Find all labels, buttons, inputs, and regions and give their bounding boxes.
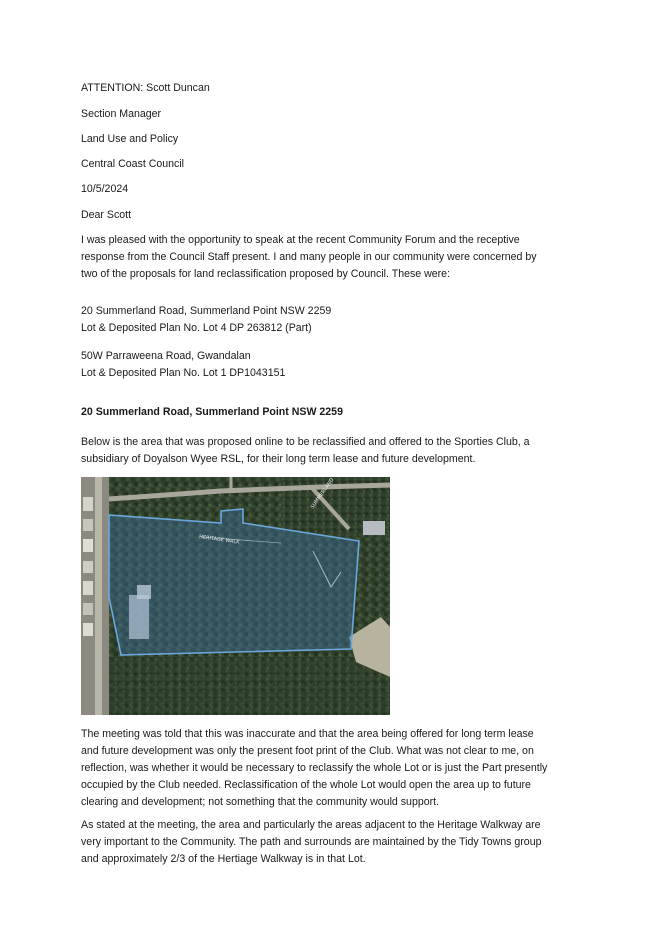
map-intro-paragraph <box>81 434 601 468</box>
map-intro-line: Below is the area that was proposed online to be reclassified and offered to the Sporties Club, a <box>81 436 530 448</box>
meeting-line: occupied by the Club needed. Reclassification of the whole Lot would open the area up to future <box>81 779 531 791</box>
map-road-label: SUMMERLAND <box>309 477 336 511</box>
walkway-paragraph <box>81 817 601 868</box>
intro-line: two of the proposals for land reclassification proposed by Council. These were: <box>81 268 451 280</box>
letter-date: 10/5/2024 <box>81 183 129 195</box>
meeting-line: clearing and development; not something that the community would support. <box>81 796 440 808</box>
meeting-paragraph <box>81 726 601 811</box>
walkway-line: and approximately 2/3 of the Hertiage Walkway is in that Lot. <box>81 853 366 865</box>
aerial-map-image <box>81 477 390 715</box>
map-road-label: HERITAGE WALK <box>198 534 240 546</box>
site-1-lot: Lot & Deposited Plan No. Lot 4 DP 263812 (Part) <box>81 322 312 334</box>
meeting-line: reflection, was whether it would be necessary to reclassify the whole Lot or is just the Part presently <box>81 762 548 774</box>
site-1-address: 20 Summerland Road, Summerland Point NSW 2259 <box>81 305 332 317</box>
walkway-line: very important to the Community. The path and surrounds are maintained by the Tidy Towns group <box>81 836 542 848</box>
site-2-block <box>81 348 601 382</box>
section-heading: 20 Summerland Road, Summerland Point NSW 2259 <box>81 406 343 418</box>
attention-line: ATTENTION: Scott Duncan <box>81 82 210 94</box>
walkway-line: As stated at the meeting, the area and particularly the areas adjacent to the Heritage Walkway are <box>81 819 541 831</box>
site-2-address: 50W Parraweena Road, Gwandalan <box>81 350 251 362</box>
intro-paragraph <box>81 232 601 283</box>
site-1-block <box>81 303 601 337</box>
salutation: Dear Scott <box>81 209 132 221</box>
site-2-lot: Lot & Deposited Plan No. Lot 1 DP1043151 <box>81 367 286 379</box>
recipient-department: Land Use and Policy <box>81 133 179 145</box>
recipient-position: Section Manager <box>81 108 162 120</box>
recipient-organisation: Central Coast Council <box>81 158 185 170</box>
meeting-line: The meeting was told that this was inaccurate and that the area being offered for long term lease <box>81 728 534 740</box>
map-intro-line: subsidiary of Doyalson Wyee RSL, for their long term lease and future development. <box>81 453 476 465</box>
meeting-line: and future development was only the present foot print of the Club. What was not clear to me, on <box>81 745 534 757</box>
aerial-map-svg <box>81 477 390 715</box>
intro-line: I was pleased with the opportunity to speak at the recent Community Forum and the receptive <box>81 234 520 246</box>
intro-line: response from the Council Staff present. I and many people in our community were concerned by <box>81 251 537 263</box>
